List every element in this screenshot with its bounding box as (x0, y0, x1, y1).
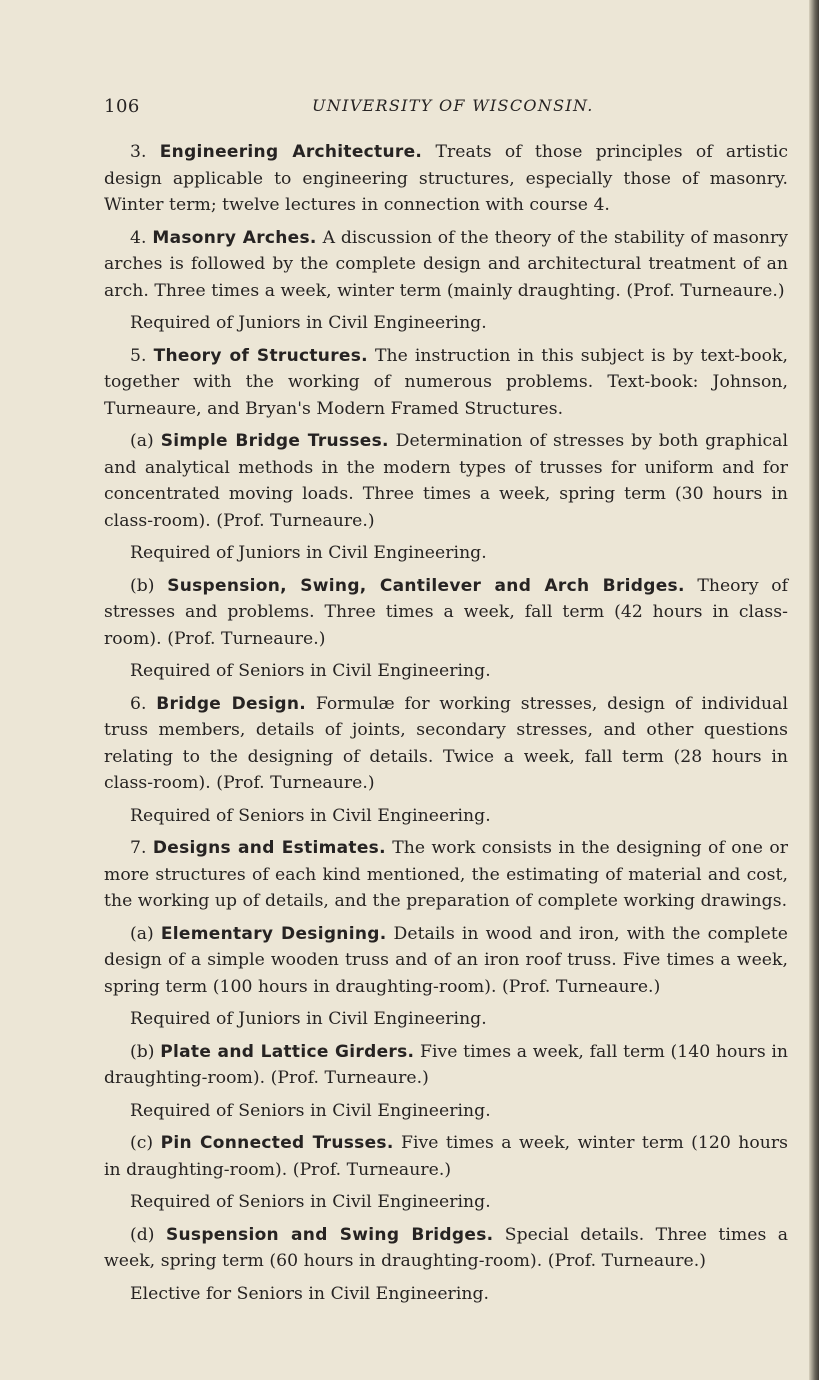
course-description: The instruction in this subject is by text-book, together with the working of numerous problems. Text-book: Johnson, Turneaure, and Bryan's Modern Framed Structures. (104, 345, 788, 419)
requirement-text: Elective for Seniors in Civil Engineering. (130, 1283, 490, 1304)
requirement-note (104, 1006, 788, 1033)
course-7c-pin-connected-trusses (104, 1130, 788, 1183)
requirement-note (104, 1189, 788, 1216)
requirement-text: Required of Juniors in Civil Engineering. (130, 313, 487, 333)
course-5-theory-of-structures (104, 343, 788, 423)
running-head: UNIVERSITY OF WISCONSIN. (312, 96, 594, 115)
course-6-bridge-design (104, 691, 788, 797)
course-heading: Elementary Designing. (160, 923, 387, 944)
course-5b-suspension-bridges (104, 573, 788, 653)
requirement-note (104, 803, 788, 830)
course-description: Theory of stresses and problems. Three times a week, fall term (42 hours in class-room). (Prof. Turneaure.) (104, 575, 788, 649)
course-heading: Bridge Design. (156, 693, 307, 714)
elective-note (104, 1281, 788, 1308)
course-number: 4. (130, 227, 147, 248)
page-number: 106 (104, 96, 140, 117)
course-heading: Designs and Estimates. (152, 838, 386, 858)
course-description: Special details. Three times a week, spring term (60 hours in draughting-room). (Prof. Turneaure.) (104, 1224, 789, 1271)
course-4-masonry-arches (104, 225, 788, 305)
requirement-text: Required of Juniors in Civil Engineering. (130, 1009, 487, 1029)
course-number: (c) (130, 1133, 154, 1153)
course-3-engineering-architecture (104, 139, 788, 219)
course-number: 7. (130, 838, 147, 858)
course-number: 6. (130, 693, 147, 714)
course-description: Details in wood and iron, with the complete design of a simple wooden truss and of an iron roof truss. Five times a week, spring term (100 hours in draughting-room). (Prof. Turneaure.) (104, 923, 789, 997)
course-heading: Pin Connected Trusses. (160, 1133, 394, 1153)
course-5a-simple-bridge-trusses (104, 428, 788, 534)
course-description: Five times a week, winter term (120 hours in draughting-room). (Prof. Turneaure.) (104, 1133, 789, 1180)
requirement-note (104, 1098, 788, 1125)
course-description: A discussion of the theory of the stability of masonry arches is followed by the complete design and architectural treatment of an arch. Three times a week, winter term (mainly draughting. (Prof. Turneaure.) (104, 227, 789, 301)
course-description: Treats of those principles of artistic design applicable to engineering structures, especially those of masonry. Winter term; twelve lectures in connection with course 4. (104, 142, 789, 215)
course-7d-suspension-and-swing-bridges (104, 1222, 788, 1275)
course-number: (b) (130, 575, 155, 596)
course-heading: Theory of Structures. (153, 345, 368, 366)
requirement-note (104, 658, 788, 685)
course-number: (d) (130, 1224, 155, 1245)
course-heading: Suspension, Swing, Cantilever and Arch Bridges. (167, 575, 685, 596)
course-heading: Engineering Architecture. (159, 142, 423, 162)
course-number: (b) (130, 1041, 155, 1062)
page-edge-shadow (809, 0, 819, 1380)
course-description: The work consists in the designing of one or more structures of each kind mentioned, the estimating of material and cost, the working up of details, and the preparation of complete working drawings. (104, 838, 789, 911)
course-description: Determination of stresses by both graphical and analytical methods in the modern types of trusses for uniform and for concentrated moving loads. Three times a week, spring term (30 hours in class-room). (Prof. Turneaure.) (104, 431, 789, 531)
requirement-text: Required of Juniors in Civil Engineering. (130, 543, 487, 563)
course-heading: Masonry Arches. (152, 227, 317, 248)
page-header (104, 96, 788, 122)
course-7a-elementary-designing (104, 921, 788, 1001)
requirement-text: Required of Seniors in Civil Engineering. (130, 1100, 491, 1121)
course-heading: Plate and Lattice Girders. (160, 1041, 415, 1062)
course-heading: Suspension and Swing Bridges. (165, 1224, 494, 1245)
requirement-text: Required of Seniors in Civil Engineering. (130, 805, 491, 826)
course-description: Five times a week, fall term (140 hours in draughting-room). (Prof. Turneaure.) (104, 1041, 789, 1088)
course-number: 3. (130, 142, 147, 162)
course-number: (a) (130, 923, 154, 944)
course-heading: Simple Bridge Trusses. (160, 431, 389, 451)
course-7b-plate-and-lattice-girders (104, 1039, 788, 1092)
requirement-note (104, 540, 788, 567)
requirement-text: Required of Seniors in Civil Engineering. (130, 1192, 491, 1212)
course-number: (a) (130, 431, 154, 451)
course-7-designs-and-estimates (104, 835, 788, 915)
course-description: Formulæ for working stresses, design of individual truss members, details of joints, secondary stresses, and other questions relating to the designing of details. Twice a week, fall term (28 hours in class-room). (Prof. Turneaure.) (104, 693, 789, 793)
page-body (104, 139, 788, 1313)
requirement-text: Required of Seniors in Civil Engineering. (130, 661, 491, 681)
requirement-note (104, 310, 788, 337)
course-number: 5. (130, 345, 147, 366)
